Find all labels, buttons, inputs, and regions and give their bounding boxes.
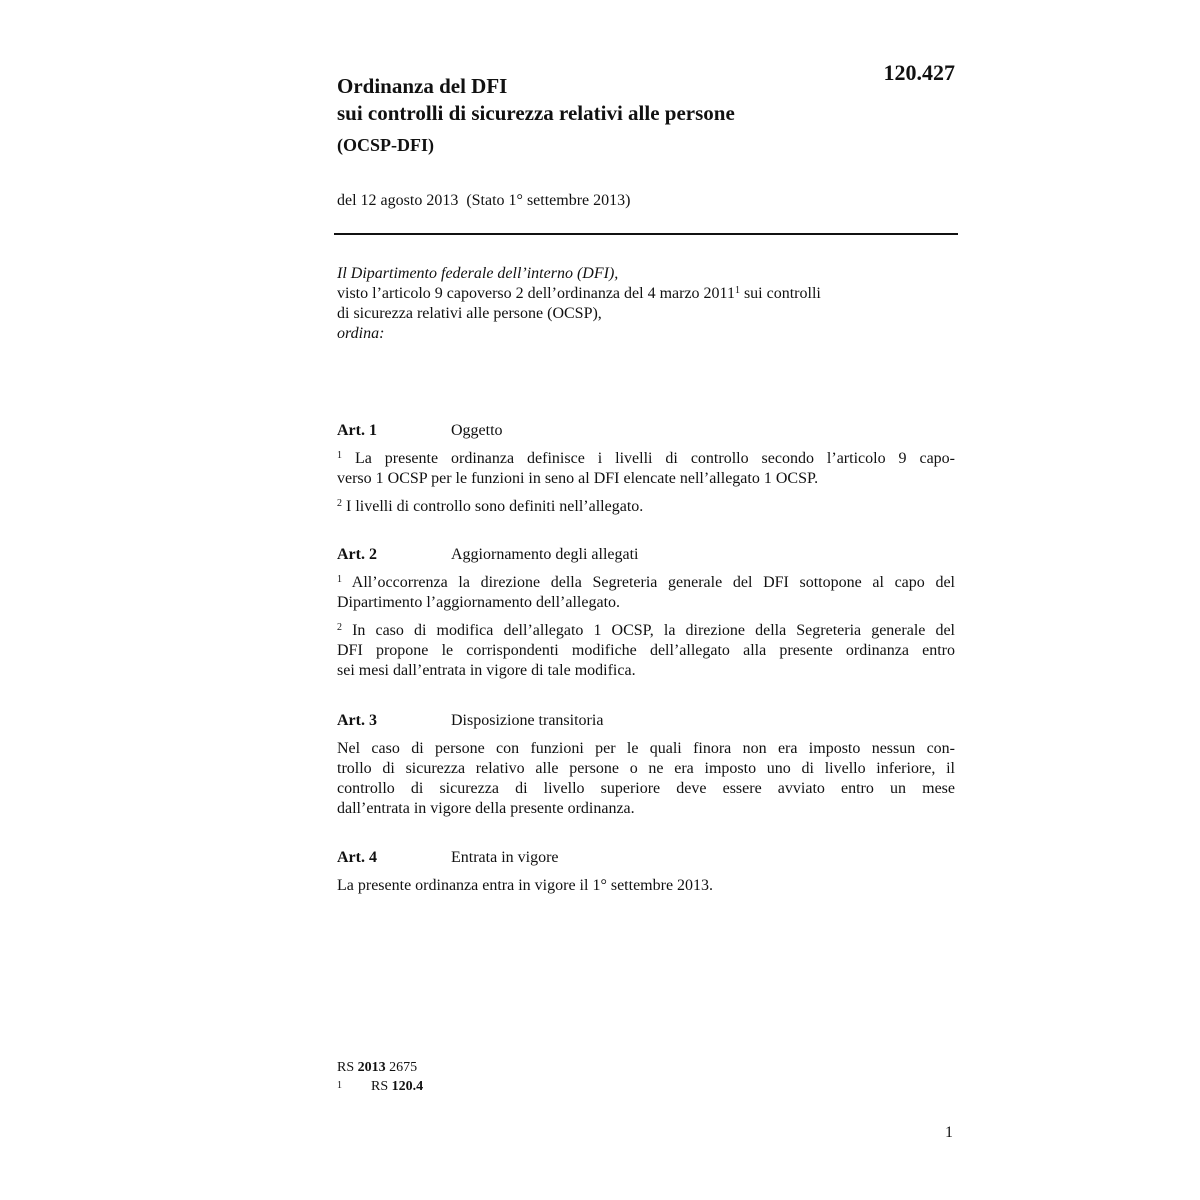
paragraph-line: dall’entrata in vigore della presente ordinanza. xyxy=(337,800,635,817)
footnote-prefix: RS xyxy=(371,1079,392,1094)
article-4 xyxy=(337,848,955,896)
paragraph-text: I livelli di controllo sono definiti nell’allegato. xyxy=(346,498,644,515)
paragraph-line xyxy=(337,573,955,593)
preamble xyxy=(337,264,957,344)
footnote-ref-1[interactable]: 1 xyxy=(734,285,740,296)
paragraph-mark: 2 xyxy=(337,622,342,633)
paragraph-line: Dipartimento l’aggiornamento dell’allegato. xyxy=(337,594,621,611)
article-heading xyxy=(337,545,955,565)
paragraph xyxy=(337,497,955,517)
article-title: Entrata in vigore xyxy=(451,849,559,866)
title-line-1: Ordinanza del DFI xyxy=(337,74,508,98)
paragraph-line: sei mesi dall’entrata in vigore di tale modifica. xyxy=(337,662,636,679)
paragraph xyxy=(337,739,955,819)
page-number: 1 xyxy=(945,1124,953,1141)
preamble-authority: Il Dipartimento federale dell’interno (DFI), xyxy=(337,265,619,282)
paragraph-line: Nel caso di persone con funzioni per le quali finora non era imposto nessun con- xyxy=(337,740,955,757)
article-1 xyxy=(337,421,955,517)
article-title: Aggiornamento degli allegati xyxy=(451,546,639,563)
article-number: Art. 4 xyxy=(337,849,377,866)
paragraph-line xyxy=(337,449,955,469)
preamble-line-1 xyxy=(337,284,957,304)
paragraph-text: La presente ordinanza definisce i livelli di controllo secondo l’articolo 9 capo- xyxy=(354,450,956,467)
article-3 xyxy=(337,711,955,819)
footnote-text[interactable] xyxy=(371,1077,423,1096)
footnote-mark: 1 xyxy=(337,1080,342,1091)
article-heading xyxy=(337,421,955,441)
paragraph xyxy=(337,573,955,613)
title-abbreviation: (OCSP-DFI) xyxy=(337,135,434,155)
footnote-ref: 120.4 xyxy=(391,1079,424,1094)
paragraph xyxy=(337,449,955,489)
paragraph xyxy=(337,621,955,681)
paragraph-text: In caso di modifica dell’allegato 1 OCSP, la direzione della Segreteria generale del xyxy=(352,622,955,639)
preamble-line-1-text: visto l’articolo 9 capoverso 2 dell’ordinanza del 4 marzo 2011 xyxy=(337,285,735,302)
article-heading xyxy=(337,848,955,868)
header-divider xyxy=(334,233,958,235)
article-number: Art. 1 xyxy=(337,422,377,439)
paragraph-line: verso 1 OCSP per le funzioni in seno al DFI elencate nell’allegato 1 OCSP. xyxy=(337,470,819,487)
article-number: Art. 3 xyxy=(337,712,377,729)
paragraph-line: trollo di sicurezza relativo alle persone o ne era imposto uno di livello inferiore, il xyxy=(337,760,955,777)
official-compilation-ref xyxy=(337,1058,417,1077)
article-number: Art. 2 xyxy=(337,546,377,563)
ro-page: 2675 xyxy=(385,1060,418,1075)
preamble-ordina: ordina: xyxy=(337,325,385,342)
title-line-2: sui controlli di sicurezza relativi alle persone xyxy=(337,101,735,125)
footnote-1 xyxy=(337,1077,424,1096)
paragraph-text: All’occorrenza la direzione della Segreteria generale del DFI sottopone al capo del xyxy=(351,574,955,591)
paragraph-line: controllo di sicurezza di livello superiore deve essere avviato entro un mese xyxy=(337,780,955,797)
ro-year: 2013 xyxy=(357,1060,386,1075)
title-block xyxy=(337,73,937,157)
sr-number: 120.427 xyxy=(883,60,955,85)
preamble-line-2: di sicurezza relativi alle persone (OCSP), xyxy=(337,305,602,322)
paragraph-line: La presente ordinanza entra in vigore il 1° settembre 2013. xyxy=(337,877,714,894)
article-2 xyxy=(337,545,955,681)
paragraph-mark: 1 xyxy=(337,450,342,461)
paragraph-mark: 2 xyxy=(337,498,342,509)
article-title: Oggetto xyxy=(451,422,503,439)
paragraph-mark: 1 xyxy=(337,574,342,585)
article-heading xyxy=(337,711,955,731)
ro-prefix: RS xyxy=(337,1060,358,1075)
article-title: Disposizione transitoria xyxy=(451,712,604,729)
paragraph-line xyxy=(337,497,955,517)
footer xyxy=(337,1058,424,1096)
preamble-line-1-tail: sui controlli xyxy=(739,285,821,302)
date-line: del 12 agosto 2013 (Stato 1° settembre 2013) xyxy=(337,192,631,209)
paragraph-line xyxy=(337,621,955,641)
paragraph-line: DFI propone le corrispondenti modifiche dell’allegato alla presente ordinanza entro xyxy=(337,642,955,659)
paragraph xyxy=(337,876,955,896)
